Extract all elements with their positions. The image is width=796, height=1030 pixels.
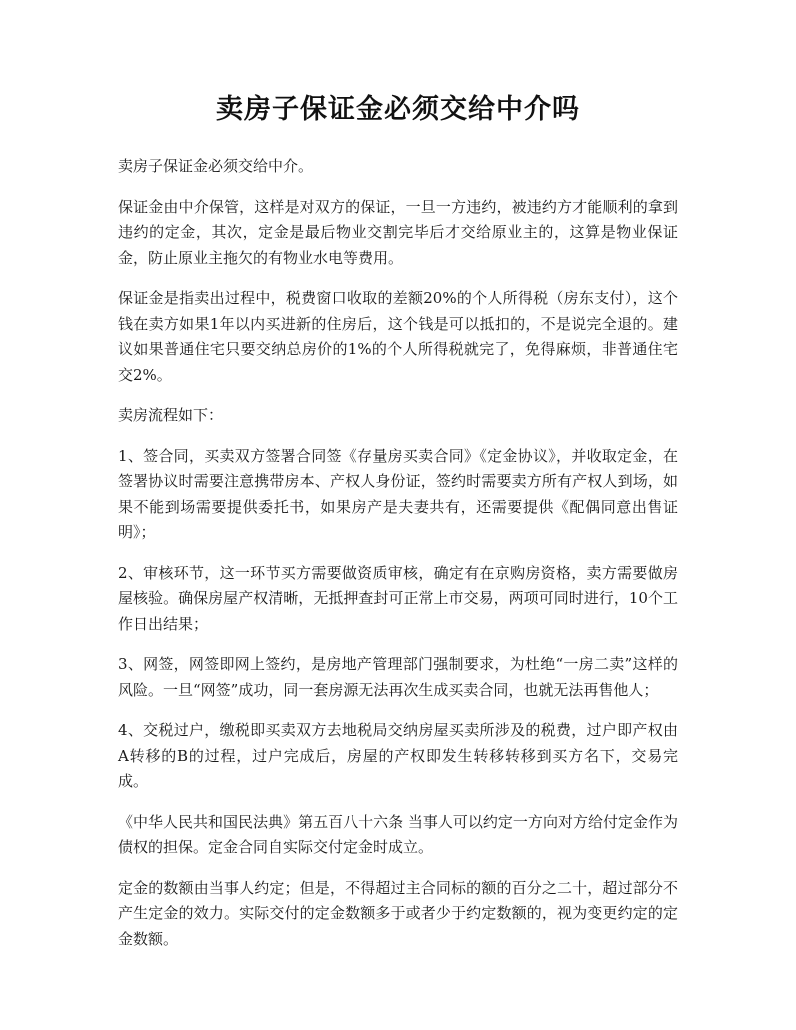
paragraph-process-heading: 卖房流程如下： [118, 406, 224, 424]
paragraph-step-1: 1、签合同，买卖双方签署合同签《存量房买卖合同》《定金协议》，并收取定金，在签署协议时需要注意携带房本、产权人身份证，签约时需要卖方所有产权人到场，如果不能到场需要提供委托书，如果房产是夫妻共有，还需要提供《配偶同意出售证明》； [118, 446, 678, 541]
paragraph-deposit-custody: 保证金由中介保管，这样是对双方的保证，一旦一方违约，被违约方才能顺利的拿到违约的定金，其次，定金是最后物业交割完毕后才交给原业主的，这算是物业保证金，防止原业主拖欠的有物业水电等费用。 [118, 197, 678, 267]
paragraph-step-4: 4、交税过户，缴税即买卖双方去地税局交纳房屋买卖所涉及的税费，过户即产权由A转移的B的过程，过户完成后，房屋的产权即发生转移转移到买方名下，交易完成。 [118, 721, 678, 790]
page-title: 卖房子保证金必须交给中介吗 [216, 94, 580, 125]
paragraph-deposit-tax: 保证金是指卖出过程中，税费窗口收取的差额20%的个人所得税（房东支付），这个钱在卖方如果1年以内买进新的住房后，这个钱是可以抵扣的，不是说完全退的。建议如果普通住宅只要交纳总房价的1%的个人所得税就完了，免得麻烦，非普通住宅交2%。 [118, 289, 678, 384]
paragraph-step-3: 3、网签，网签即网上签约，是房地产管理部门强制要求，为杜绝“一房二卖”这样的风险。一旦“网签”成功，同一套房源无法再次生成买卖合同，也就无法再售他人； [118, 655, 678, 699]
paragraph-intro: 卖房子保证金必须交给中介。 [118, 157, 314, 175]
paragraph-deposit-amount: 定金的数额由当事人约定；但是，不得超过主合同标的额的百分之二十，超过部分不产生定金的效力。实际交付的定金数额多于或者少于约定数额的，视为变更约定的定金数额。 [118, 878, 678, 948]
paragraph-civil-code: 《中华人民共和国民法典》第五百八十六条 当事人可以约定一方向对方给付定金作为债权的担保。定金合同自实际交付定金时成立。 [118, 812, 678, 856]
paragraph-step-2: 2、审核环节，这一环节买方需要做资质审核，确定有在京购房资格，卖方需要做房屋核验。确保房屋产权清晰，无抵押查封可正常上市交易，两项可同时进行，10个工作日出结果； [118, 563, 678, 633]
